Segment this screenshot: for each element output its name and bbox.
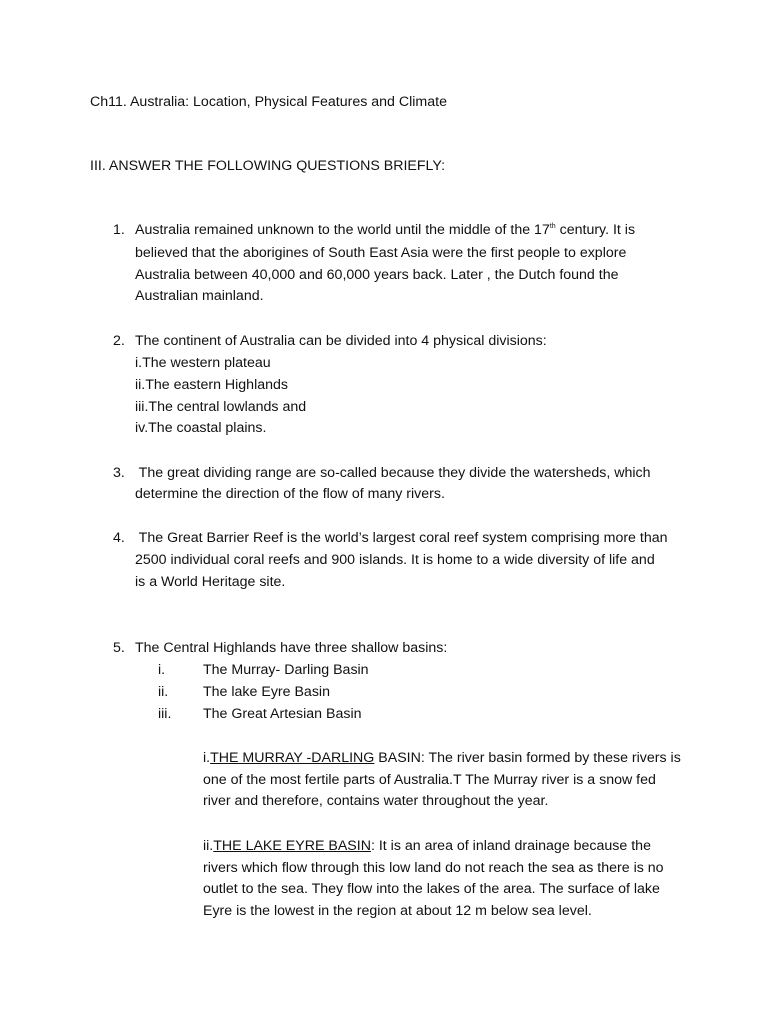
basin-item: The Great Artesian Basin <box>203 706 362 722</box>
roman-numeral: iii. <box>158 706 172 722</box>
list-number: 3. <box>113 465 125 481</box>
list-number: 1. <box>113 222 125 238</box>
answer-text-line: The Great Barrier Reef is the world’s largest coral reef system comprising more than <box>135 530 668 546</box>
answer-text-line: i.THE MURRAY -DARLING BASIN: The river basin formed by these rivers is <box>203 750 681 766</box>
answer-text-line: outlet to the sea. They flow into the lakes of the area. The surface of lake <box>203 881 660 897</box>
roman-numeral: ii. <box>158 684 169 700</box>
answer-text-line: ii.THE LAKE EYRE BASIN: It is an area of inland drainage because the <box>203 838 651 854</box>
division-item: i.The western plateau <box>135 355 271 371</box>
answer-text-line: is a World Heritage site. <box>135 574 286 590</box>
answer-text-line: The Central Highlands have three shallow basins: <box>135 640 448 656</box>
answer-text-line: 2500 individual coral reefs and 900 islands. It is home to a wide diversity of life and <box>135 552 655 568</box>
document-title: Ch11. Australia: Location, Physical Features and Climate <box>90 94 447 110</box>
answer-text-line: The continent of Australia can be divided into 4 physical divisions: <box>135 333 547 349</box>
roman-numeral: i. <box>158 662 166 678</box>
section-heading: III. ANSWER THE FOLLOWING QUESTIONS BRIEFLY: <box>90 158 446 174</box>
basin-heading: THE LAKE EYRE BASIN <box>213 838 371 854</box>
division-item: iv.The coastal plains. <box>135 420 267 436</box>
answer-text-line: rivers which flow through this low land do not reach the sea as there is no <box>203 860 664 876</box>
answer-text-line: believed that the aborigines of South East Asia were the first people to explore <box>135 245 627 261</box>
answer-text-line: Australia between 40,000 and 60,000 years back. Later , the Dutch found the <box>135 267 619 283</box>
list-number: 2. <box>113 333 125 349</box>
answer-text-line: one of the most fertile parts of Australia.T The Murray river is a snow fed <box>203 772 656 788</box>
basin-heading: THE MURRAY -DARLING <box>210 750 375 766</box>
answer-text-line: Australian mainland. <box>135 288 264 304</box>
list-number: 5. <box>113 640 125 656</box>
answer-text-line: river and therefore, contains water throughout the year. <box>203 793 549 809</box>
division-item: iii.The central lowlands and <box>135 399 307 415</box>
answer-text-line: Eyre is the lowest in the region at about 12 m below sea level. <box>203 903 592 919</box>
division-item: ii.The eastern Highlands <box>135 377 288 393</box>
basin-item: The Murray- Darling Basin <box>203 662 369 678</box>
basin-item: The lake Eyre Basin <box>203 684 330 700</box>
answer-text-line: The great dividing range are so-called because they divide the watersheds, which <box>135 465 651 481</box>
answer-text-line: Australia remained unknown to the world until the middle of the 17th century. It is <box>135 222 636 238</box>
list-number: 4. <box>113 530 125 546</box>
answer-text-line: determine the direction of the flow of many rivers. <box>135 486 445 502</box>
